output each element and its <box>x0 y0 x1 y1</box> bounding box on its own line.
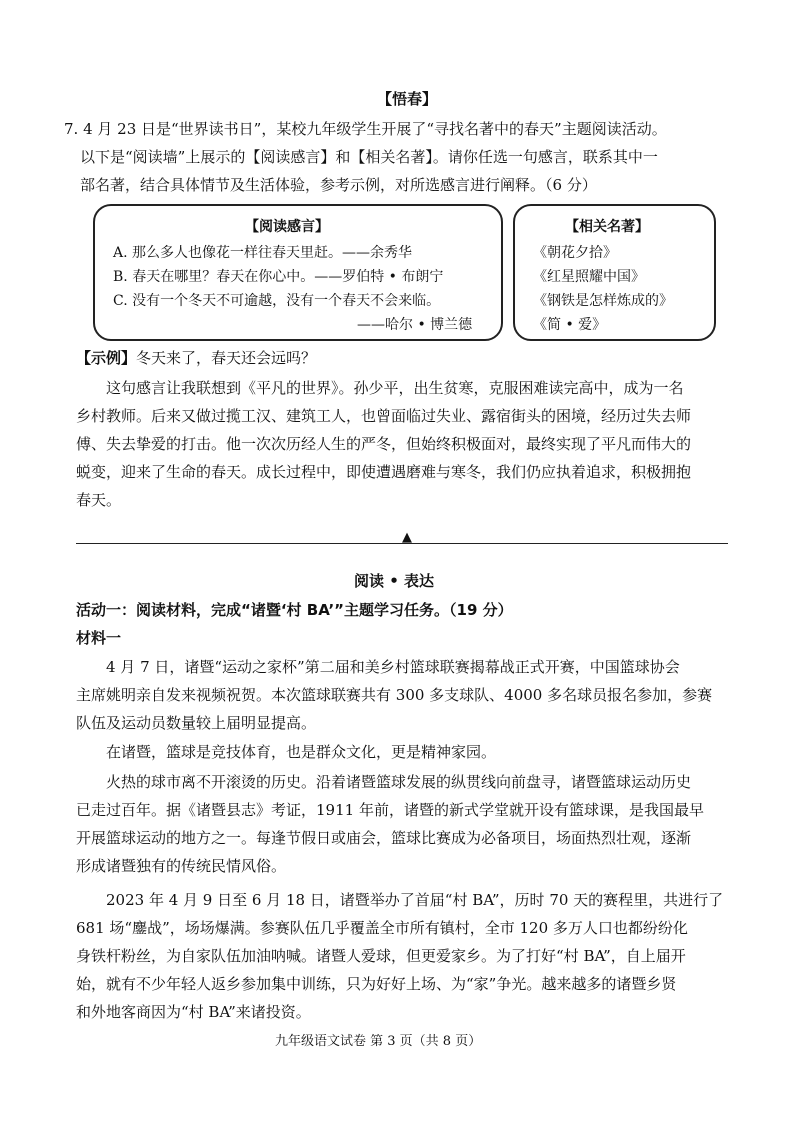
example-line: 蜕变，迎来了生命的春天。成长过程中，即使遭遇磨难与寒冬，我们仍应执着追求，积极拥抱 <box>76 463 692 481</box>
question-7-line-1: 7. 4 月 23 日是“世界读书日”，某校九年级学生开展了“寻找名著中的春天”主题阅读活动。 <box>64 120 667 138</box>
material-1-paragraph-3 <box>76 768 704 880</box>
book-item: 《简 • 爱》 <box>533 317 607 333</box>
quote-c-author: ——哈尔 • 博兰德 <box>357 317 473 333</box>
material-line: 形成诸暨独有的传统民情风俗。 <box>76 857 287 875</box>
quote-b: B. 春天在哪里？春天在你心中。——罗伯特 • 布朗宁 <box>113 269 444 285</box>
material-1-paragraph-1 <box>76 653 712 737</box>
example-line: 傅、失去挚爱的打击。他一次次历经人生的严冬，但始终积极面对，最终实现了平凡而伟大的 <box>76 435 692 453</box>
material-line: 已走过百年。据《诸暨县志》考证，1911 年前，诸暨的新式学堂就开设有篮球课，是我国最早 <box>76 801 704 819</box>
material-line: 火热的球市离不开滚烫的历史。沿着诸暨篮球发展的纵贯线向前盘寻，诸暨篮球运动历史 <box>106 773 692 791</box>
material-1-label: 材料一 <box>76 629 122 647</box>
question-7-line-3: 部名著，结合具体情节及生活体验，参考示例，对所选感言进行阐释。（6 分） <box>80 176 597 194</box>
material-1-paragraph-2 <box>76 738 496 766</box>
page-footer: 九年级语文试卷 第 3 页（共 8 页） <box>275 1034 482 1049</box>
material-1-paragraph-4 <box>76 886 723 1026</box>
question-7-line-2: 以下是“阅读墙”上展示的【阅读感言】和【相关名著】。请你任选一句感言，联系其中一 <box>80 148 658 166</box>
reading-quotes-title: 【阅读感言】 <box>245 219 329 235</box>
material-line: 和外地客商因为“村 BA”来诸投资。 <box>76 1003 311 1021</box>
material-line: 681 场“鏖战”，场场爆满。参赛队伍几乎覆盖全市所有镇村，全市 120 多万人口也都纷纷化 <box>76 919 688 937</box>
material-line: 4 月 7 日，诸暨“运动之家杯”第二届和美乡村篮球联赛揭幕战正式开赛，中国篮球协会 <box>106 658 680 676</box>
section-heading-wuchun: 【悟春】 <box>377 90 438 108</box>
quote-c: C. 没有一个冬天不可逾越，没有一个春天不会来临。 <box>113 293 441 309</box>
material-line: 2023 年 4 月 9 日至 6 月 18 日，诸暨举办了首届“村 BA”，历时 70 天的赛程里，共进行了 <box>106 891 724 909</box>
example-paragraph <box>76 374 736 514</box>
quote-a: A. 那么多人也像花一样往春天里赶。——余秀华 <box>113 245 413 261</box>
book-item: 《钢铁是怎样炼成的》 <box>533 293 673 309</box>
material-line: 身铁杆粉丝，为自家队伍加油呐喊。诸暨人爱球，但更爱家乡。为了打好“村 BA”，自上届开 <box>76 947 686 965</box>
activity-1-heading: 活动一：阅读材料，完成“诸暨‘村 BA’”主题学习任务。（19 分） <box>76 601 513 619</box>
book-item: 《红星照耀中国》 <box>533 269 645 285</box>
example-heading <box>76 347 316 368</box>
book-item: 《朝花夕拾》 <box>533 245 617 261</box>
divider-triangle-icon: ▲ <box>402 530 412 545</box>
section-heading-reading: 阅读 • 表达 <box>354 572 435 590</box>
example-label: 【示例】 <box>76 349 137 367</box>
material-line: 在诸暨，篮球是竞技体育，也是群众文化，更是精神家园。 <box>106 743 497 761</box>
material-line: 始，就有不少年轻人返乡参加集中训练，只为好好上场、为“家”争光。越来越多的诸暨乡贤 <box>76 975 677 993</box>
example-line: 这句感言让我联想到《平凡的世界》。孙少平，出生贫寒，克服困难读完高中，成为一名 <box>106 379 684 397</box>
material-line: 队伍及运动员数量较上届明显提高。 <box>76 714 317 732</box>
related-books-title: 【相关名著】 <box>565 219 649 235</box>
example-line: 乡村教师。后来又做过揽工汉、建筑工人，也曾面临过失业、露宿街头的困境，经历过失去师 <box>76 407 692 425</box>
material-line: 主席姚明亲自发来视频祝贺。本次篮球联赛共有 300 多支球队、4000 多名球员报名参加，参赛 <box>76 686 713 704</box>
example-line: 春天。 <box>76 491 122 509</box>
material-line: 开展篮球运动的地方之一。每逢节假日或庙会，篮球比赛成为必备项目，场面热烈壮观，逐渐 <box>76 829 692 847</box>
example-quote: 冬天来了，春天还会远吗？ <box>136 349 317 367</box>
